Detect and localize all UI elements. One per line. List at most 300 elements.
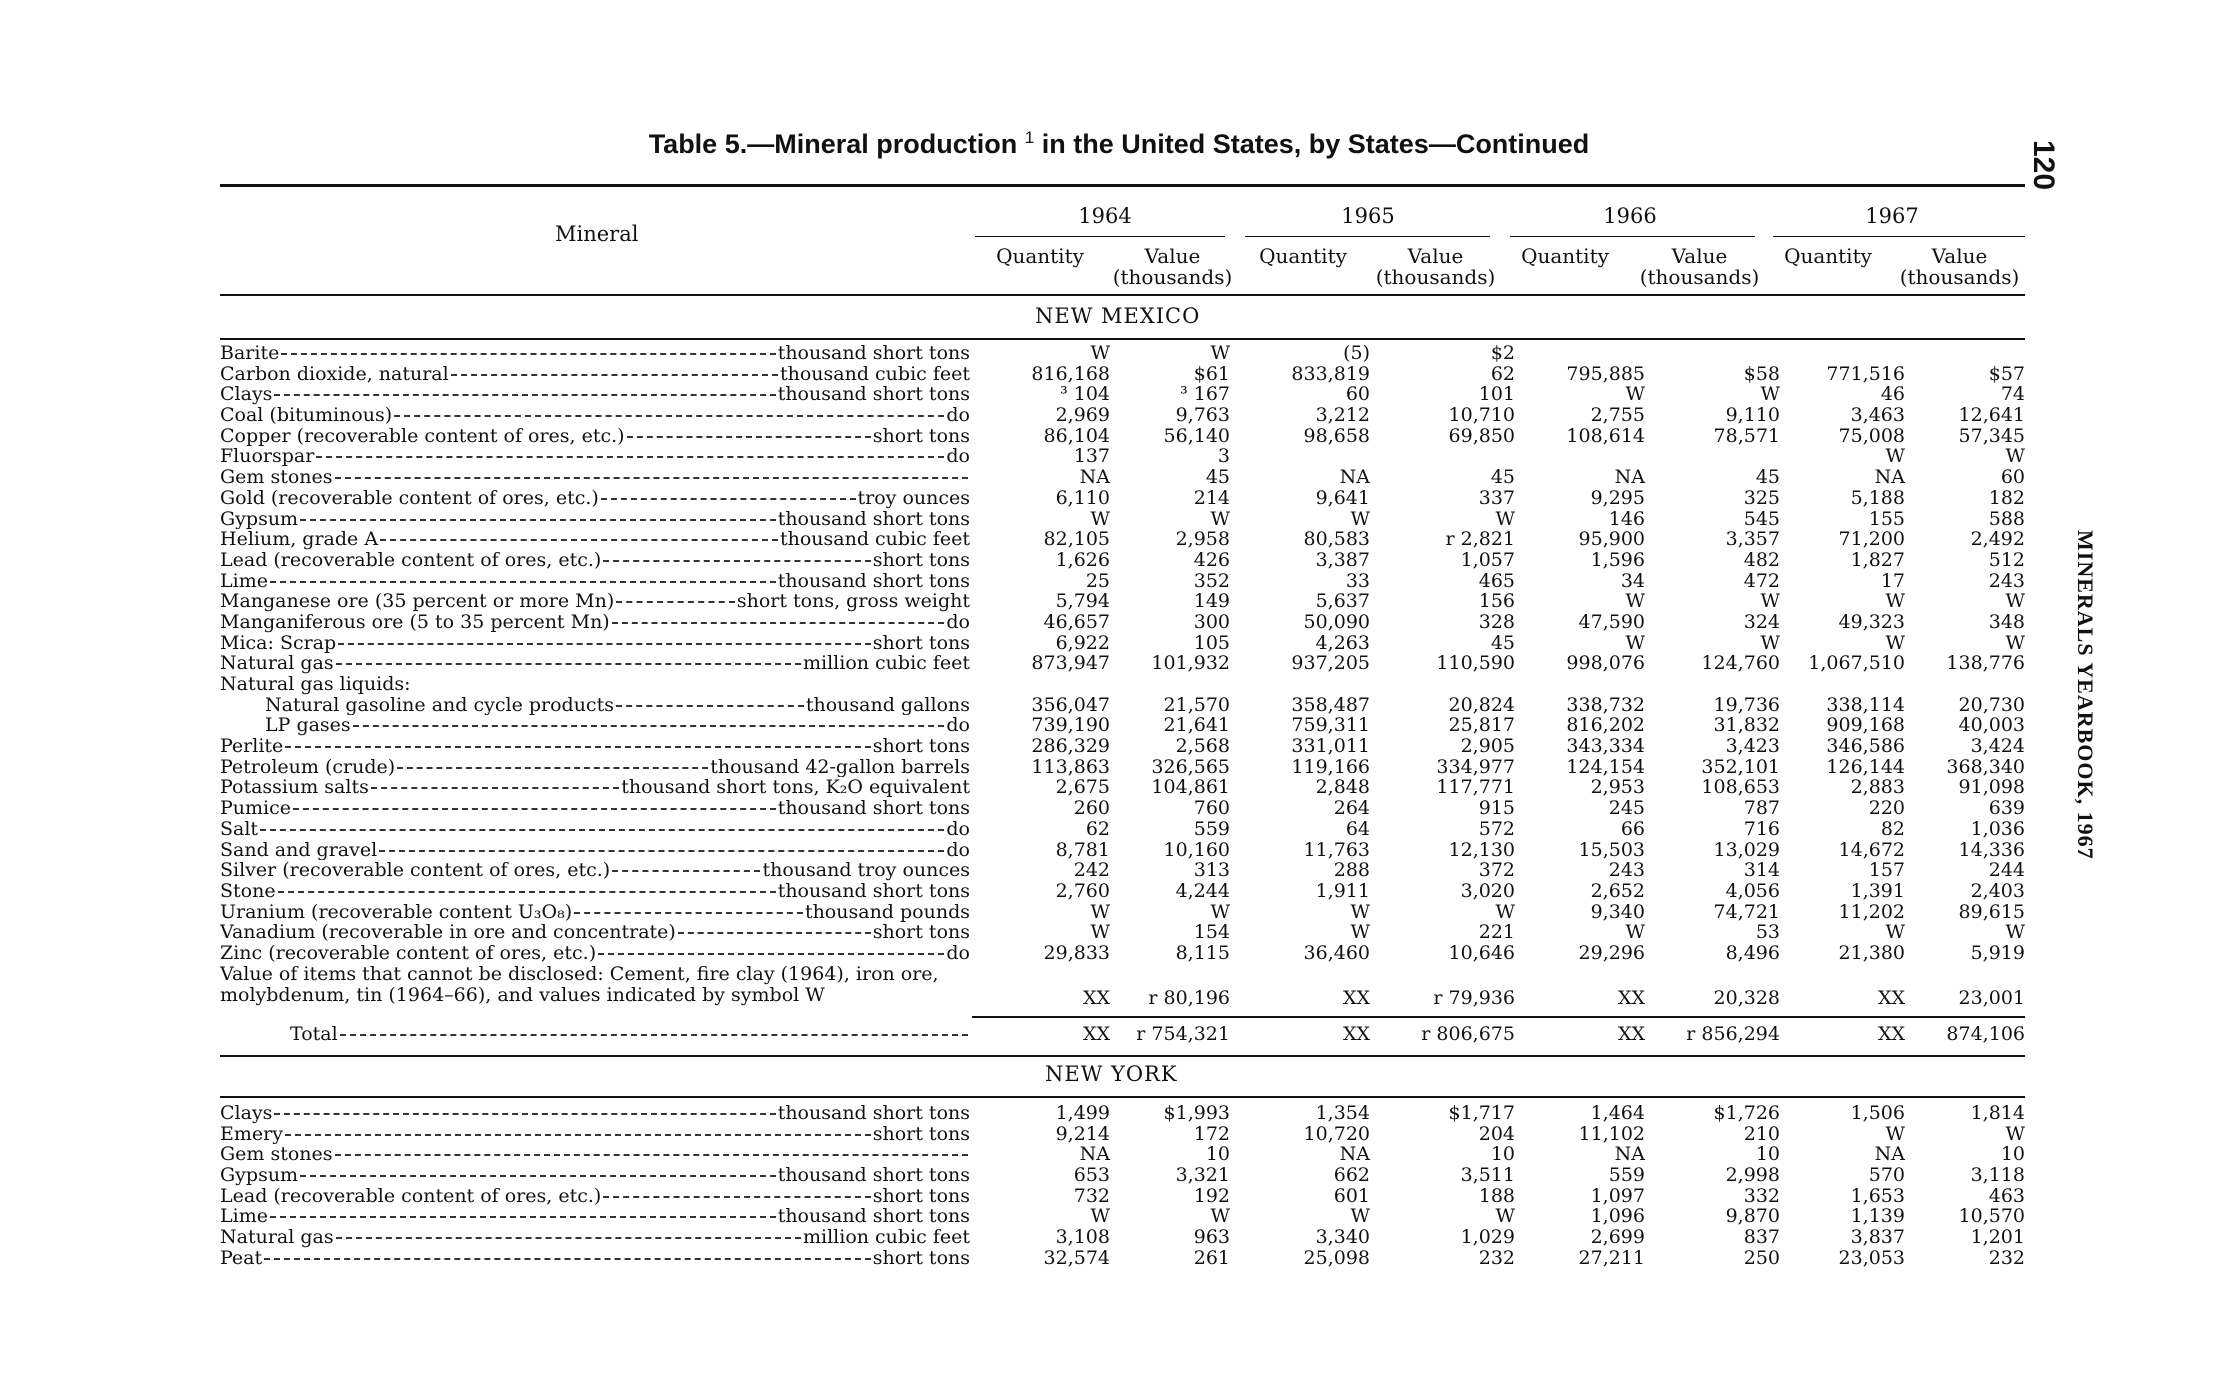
unit-label: do (946, 611, 970, 633)
quantity-cell: 3,837 (1850, 1226, 1905, 1249)
mineral-name: Carbon dioxide, natural (220, 363, 449, 385)
value-cell: 57,345 (1958, 424, 2025, 447)
value-cell: W (1495, 900, 1515, 923)
value-cell: 337 (1478, 486, 1515, 509)
value-cell: W (1495, 1205, 1515, 1228)
unit-label: short tons (872, 1247, 970, 1269)
value-cell: 313 (1193, 859, 1230, 882)
quantity-cell: 1,827 (1850, 548, 1905, 571)
quantity-cell: W (1625, 383, 1645, 406)
mineral-name: Gem stones (220, 1144, 333, 1166)
value-cell: 324 (1743, 610, 1780, 633)
quantity-cell: XX (1342, 1023, 1370, 1045)
unit-label: do (946, 839, 970, 861)
value-cell: W (2005, 631, 2025, 654)
unit-label: thousand short tons (777, 880, 970, 902)
value-cell: 10 (1490, 1143, 1515, 1166)
value-cell: 204 (1478, 1122, 1515, 1145)
quantity-cell: 29,296 (1578, 941, 1645, 964)
quantity-cell: 46 (1880, 383, 1905, 406)
quantity-cell: 86,104 (1043, 424, 1110, 447)
quantity-cell: 4,263 (1315, 631, 1370, 654)
value-cell: 426 (1193, 548, 1230, 571)
row-label (220, 1227, 970, 1248)
mineral-name: Sand and gravel (220, 839, 378, 861)
quantity-cell: 1,499 (1055, 1102, 1110, 1124)
value-cell: 325 (1743, 486, 1780, 509)
quantity-cell: 82 (1880, 817, 1905, 840)
mineral-name: Natural gas (220, 653, 334, 675)
value-cell: 9,110 (1725, 404, 1780, 427)
mineral-name: Potassium salts (220, 777, 369, 799)
leader-dots (574, 912, 803, 914)
quantity-cell: 50,090 (1303, 610, 1370, 633)
section-rule (220, 338, 2025, 340)
year-rule (1245, 236, 1490, 237)
row-label (220, 550, 970, 571)
value-cell: 1,814 (1970, 1102, 2025, 1124)
value-cell: 172 (1193, 1122, 1230, 1145)
leader-dots (264, 1258, 871, 1260)
mineral-name: Vanadium (recoverable in ore and concentrate) (220, 922, 676, 943)
value-cell: 250 (1743, 1246, 1780, 1269)
quantity-cell: 11,102 (1578, 1122, 1645, 1145)
quantity-cell: 5,794 (1055, 590, 1110, 613)
quantity-cell: 75,008 (1838, 424, 1905, 447)
unit-label: thousand short tons, K₂O equivalent (621, 777, 970, 799)
quantity-cell: NA (1079, 466, 1110, 489)
quantity-cell: 15,503 (1578, 838, 1645, 861)
leader-dots (612, 870, 760, 872)
value-cell: r 754,321 (1136, 1023, 1230, 1045)
leader-dots (616, 705, 804, 707)
value-cell: 20,328 (1713, 986, 1780, 1009)
value-cell: 465 (1478, 569, 1515, 592)
row-label (220, 1103, 970, 1124)
quantity-cell: 3,340 (1315, 1226, 1370, 1249)
quantity-cell: W (1885, 445, 1905, 468)
value-cell: 328 (1478, 610, 1515, 633)
mineral-name: Natural gas liquids: (220, 674, 411, 695)
leader-dots (603, 560, 870, 562)
quantity-cell: 14,672 (1838, 838, 1905, 861)
quantity-cell: NA (1339, 466, 1370, 489)
value-cell: 512 (1988, 548, 2025, 571)
value-cell: 53 (1755, 921, 1780, 944)
leader-dots (612, 622, 945, 624)
quantity-cell: 6,922 (1055, 631, 1110, 654)
value-cell: 588 (1988, 507, 2025, 530)
unit-label: short tons (872, 425, 970, 447)
title-footnote-marker: 1 (1024, 128, 1035, 147)
value-cell: W (1210, 1205, 1230, 1228)
leader-dots (336, 1237, 801, 1239)
value-cell: 9,763 (1175, 404, 1230, 427)
row-label (220, 1206, 970, 1227)
quantity-cell: 23,053 (1838, 1246, 1905, 1269)
value-cell: W (2005, 445, 2025, 468)
quantity-cell: 1,096 (1590, 1205, 1645, 1228)
mineral-name: Silver (recoverable content of ores, etc.) (220, 860, 611, 881)
value-cell: W (1210, 342, 1230, 364)
value-cell: 69,850 (1448, 424, 1515, 447)
unit-label: short tons (872, 1185, 970, 1207)
mineral-name: Lead (recoverable content of ores, etc.) (220, 1185, 602, 1207)
quantity-cell: 108,614 (1566, 424, 1645, 447)
quantity-cell: 1,596 (1590, 548, 1645, 571)
quantity-cell: 80,583 (1303, 528, 1370, 551)
row-label (220, 1144, 970, 1165)
leader-dots (316, 456, 944, 458)
title-text-continued: in the United States, by States—Continued (1041, 129, 1590, 159)
value-cell: 25,817 (1448, 714, 1515, 737)
value-cell: 10,160 (1163, 838, 1230, 861)
unit-label: short tons (872, 1123, 970, 1145)
value-cell: W (1760, 383, 1780, 406)
value-cell: 192 (1193, 1184, 1230, 1207)
value-cell: 639 (1988, 797, 2025, 820)
value-cell: 3,321 (1175, 1164, 1230, 1187)
quantity-cell: 62 (1085, 817, 1110, 840)
total-rule (972, 1016, 2025, 1018)
row-label (220, 943, 970, 964)
value-cell: 10,646 (1448, 941, 1515, 964)
quantity-cell: 356,047 (1031, 693, 1110, 716)
value-cell: 108,653 (1701, 776, 1780, 799)
mineral-name: Lime (220, 1206, 268, 1228)
mineral-name: Value of items that cannot be disclosed: Cement, fire clay (1964), iron ore, molybdenum, tin (1964–66), and values indicated by symbol W (220, 963, 939, 1006)
value-cell: 21,641 (1163, 714, 1230, 737)
quantity-cell: 739,190 (1031, 714, 1110, 737)
unit-label: thousand short tons (777, 343, 970, 364)
quantity-cell: 146 (1608, 507, 1645, 530)
value-cell: r 80,196 (1148, 986, 1230, 1009)
quantity-cell: 157 (1868, 859, 1905, 882)
leader-dots (293, 808, 776, 810)
quantity-cell: 1,139 (1850, 1205, 1905, 1228)
quantity-cell: 816,202 (1566, 714, 1645, 737)
value-cell: 3 (1217, 445, 1230, 468)
value-cell: 110,590 (1436, 652, 1515, 675)
quantity-cell: 5,637 (1315, 590, 1370, 613)
unit-label: thousand troy ounces (762, 860, 970, 881)
quantity-cell: 64 (1345, 817, 1370, 840)
quantity-cell: (5) (1343, 342, 1370, 364)
quantity-cell: 2,953 (1590, 776, 1645, 799)
quantity-cell: 1,626 (1055, 548, 1110, 571)
quantity-cell: 2,699 (1590, 1226, 1645, 1249)
leader-dots (336, 663, 801, 665)
quantity-cell: W (1350, 900, 1370, 923)
quantity-cell: W (1350, 921, 1370, 944)
quantity-cell: W (1090, 507, 1110, 530)
quantity-cell: 243 (1608, 859, 1645, 882)
unit-label: thousand short tons (777, 570, 970, 592)
quantity-cell: 559 (1608, 1164, 1645, 1187)
row-label (220, 1186, 970, 1207)
quantity-cell: XX (1342, 986, 1370, 1009)
quantity-cell: 11,763 (1303, 838, 1370, 861)
unit-label: million cubic feet (803, 1227, 970, 1248)
row-label (220, 509, 970, 530)
quantity-cell: 27,211 (1578, 1246, 1645, 1269)
unit-label: thousand short tons (777, 1206, 970, 1228)
quantity-cell: 60 (1345, 383, 1370, 406)
quantity-cell: 3,463 (1850, 404, 1905, 427)
quantity-cell: 113,863 (1031, 755, 1110, 778)
value-cell: $2 (1490, 342, 1515, 364)
value-cell: 78,571 (1713, 424, 1780, 447)
quantity-cell: 220 (1868, 797, 1905, 820)
value-cell: 56,140 (1163, 424, 1230, 447)
quantity-cell: XX (1877, 1023, 1905, 1045)
quantity-cell: W (1885, 590, 1905, 613)
value-cell: 214 (1193, 486, 1230, 509)
value-cell: 45 (1490, 631, 1515, 654)
quantity-cell: 5,188 (1850, 486, 1905, 509)
value-cell: 138,776 (1946, 652, 2025, 675)
section-rule (220, 1055, 2025, 1057)
quantity-cell: NA (1614, 1143, 1645, 1166)
quantity-cell: 3,212 (1315, 404, 1370, 427)
row-label (220, 591, 970, 612)
row-label (220, 384, 970, 405)
value-cell: W (2005, 590, 2025, 613)
quantity-cell: W (1885, 1122, 1905, 1145)
value-cell: 149 (1193, 590, 1230, 613)
mineral-name: Manganese ore (35 percent or more Mn) (220, 591, 615, 612)
value-cell: 915 (1478, 797, 1515, 820)
quantity-cell: 288 (1333, 859, 1370, 882)
quantity-cell: 9,214 (1055, 1122, 1110, 1145)
quantity-cell: 25 (1085, 569, 1110, 592)
quantity-cell: 1,653 (1850, 1184, 1905, 1207)
unit-label: million cubic feet (803, 653, 970, 675)
value-cell: 3,020 (1460, 879, 1515, 902)
row-label (220, 964, 980, 1006)
row-label (265, 715, 970, 736)
quantity-cell: 286,329 (1031, 735, 1110, 758)
unit-label: thousand 42-gallon barrels (710, 756, 970, 778)
quantity-cell: 9,340 (1590, 900, 1645, 923)
unit-label: thousand short tons (777, 384, 970, 406)
leader-dots (394, 415, 944, 417)
row-label (220, 840, 970, 861)
value-cell: 482 (1743, 548, 1780, 571)
row-label (220, 922, 970, 943)
unit-label: do (946, 446, 970, 468)
value-cell: 12,641 (1958, 404, 2025, 427)
leader-dots (616, 601, 735, 603)
quantity-cell: 95,900 (1578, 528, 1645, 551)
mineral-name: Gypsum (220, 508, 299, 530)
value-cell: 300 (1193, 610, 1230, 633)
quantity-cell: 346,586 (1826, 735, 1905, 758)
quantity-cell: 343,334 (1566, 735, 1645, 758)
quantity-cell: 32,574 (1043, 1246, 1110, 1269)
quantity-cell: 8,781 (1055, 838, 1110, 861)
row-label (220, 777, 970, 798)
quantity-cell: 9,641 (1315, 486, 1370, 509)
quantity-cell: 2,760 (1055, 879, 1110, 902)
mineral-name: Total (290, 1024, 338, 1045)
leader-dots (371, 787, 619, 789)
unit-label: do (946, 818, 970, 840)
value-cell: r 856,294 (1686, 1023, 1780, 1045)
quantity-cell: 29,833 (1043, 941, 1110, 964)
row-label (220, 446, 970, 467)
quantity-cell: 937,205 (1291, 652, 1370, 675)
quantity-cell: 909,168 (1826, 714, 1905, 737)
row-label (220, 736, 970, 757)
quantity-cell: 66 (1620, 817, 1645, 840)
quantity-cell: 873,947 (1031, 652, 1110, 675)
mineral-name: Emery (220, 1123, 283, 1145)
value-cell: r 2,821 (1445, 528, 1515, 551)
mineral-name: Gem stones (220, 467, 333, 488)
unit-label: do (946, 715, 970, 737)
quantity-cell: 36,460 (1303, 941, 1370, 964)
quantity-cell: 3,387 (1315, 548, 1370, 571)
leader-dots (397, 767, 708, 769)
row-label (220, 653, 970, 674)
quantity-cell: 46,657 (1043, 610, 1110, 633)
value-cell: 8,115 (1175, 941, 1230, 964)
row-label (220, 405, 970, 426)
quantity-cell: NA (1614, 466, 1645, 489)
quantity-cell: 2,652 (1590, 879, 1645, 902)
quantity-cell: 2,969 (1055, 404, 1110, 427)
value-cell: 45 (1205, 466, 1230, 489)
value-cell: 8,496 (1725, 941, 1780, 964)
quantity-cell: 119,166 (1291, 755, 1370, 778)
value-cell: 2,403 (1970, 879, 2025, 902)
leader-dots (300, 519, 776, 521)
value-cell: 3,424 (1970, 735, 2025, 758)
leader-dots (335, 1154, 968, 1156)
mineral-name: Stone (220, 880, 276, 902)
value-cell: 62 (1490, 362, 1515, 385)
value-cell: 12,130 (1448, 838, 1515, 861)
value-cell: 463 (1988, 1184, 2025, 1207)
value-cell: 334,977 (1436, 755, 1515, 778)
quantity-cell: 1,911 (1315, 879, 1370, 902)
quantity-cell: 771,516 (1826, 362, 1905, 385)
value-cell: 10 (1755, 1143, 1780, 1166)
row-label (220, 757, 970, 778)
value-cell: 4,056 (1725, 879, 1780, 902)
quantity-cell: 10,720 (1303, 1122, 1370, 1145)
mineral-name: Copper (recoverable content of ores, etc.) (220, 425, 625, 447)
value-cell: 74 (2000, 383, 2025, 406)
quantity-cell: NA (1874, 466, 1905, 489)
row-label (220, 902, 970, 923)
row-label (220, 1248, 970, 1269)
row-label (220, 343, 970, 364)
value-cell: 89,615 (1958, 900, 2025, 923)
value-cell: 352,101 (1701, 755, 1780, 778)
row-label (220, 612, 970, 633)
quantity-cell: NA (1874, 1143, 1905, 1166)
leader-dots (678, 932, 871, 934)
leader-dots (260, 829, 944, 831)
unit-label: thousand cubic feet (779, 529, 970, 550)
value-cell: 760 (1193, 797, 1230, 820)
value-cell: ³ 167 (1180, 383, 1230, 406)
quantity-cell: 264 (1333, 797, 1370, 820)
value-cell: 2,958 (1175, 528, 1230, 551)
leader-dots (270, 1216, 776, 1218)
value-cell: $1,726 (1713, 1102, 1780, 1124)
quantity-cell: 9,295 (1590, 486, 1645, 509)
value-cell: 2,568 (1175, 735, 1230, 758)
year-header-1966: 1966 (1603, 204, 1657, 228)
leader-dots (274, 1113, 775, 1115)
column-header-quantity: Quantity (1784, 244, 1872, 268)
leader-dots (603, 1196, 870, 1198)
row-label (220, 571, 970, 592)
value-cell: 837 (1743, 1226, 1780, 1249)
value-cell: 21,570 (1163, 693, 1230, 716)
value-cell: 232 (1988, 1246, 2025, 1269)
value-cell: r 806,675 (1421, 1023, 1515, 1045)
value-cell: 3,118 (1970, 1164, 2025, 1187)
row-label (265, 695, 970, 716)
mineral-name: Clays (220, 384, 273, 406)
leader-dots (281, 353, 775, 355)
value-cell: 3,357 (1725, 528, 1780, 551)
quantity-cell: 816,168 (1031, 362, 1110, 385)
value-cell: 1,036 (1970, 817, 2025, 840)
quantity-cell: 17 (1880, 569, 1905, 592)
row-label (220, 633, 970, 654)
value-cell: 244 (1988, 859, 2025, 882)
column-header-mineral: Mineral (555, 222, 639, 246)
quantity-cell: 82,105 (1043, 528, 1110, 551)
value-cell: 874,106 (1946, 1023, 2025, 1045)
value-cell: 572 (1478, 817, 1515, 840)
row-label (220, 798, 970, 819)
mineral-name: Gypsum (220, 1165, 299, 1186)
value-cell: 20,730 (1958, 693, 2025, 716)
value-cell: 23,001 (1958, 986, 2025, 1009)
value-cell: 10,570 (1958, 1205, 2025, 1228)
leader-dots (379, 850, 944, 852)
value-cell: $58 (1743, 362, 1780, 385)
row-label (220, 881, 970, 902)
value-cell: 210 (1743, 1122, 1780, 1145)
quantity-cell: 71,200 (1838, 528, 1905, 551)
value-cell: 348 (1988, 610, 2025, 633)
column-header-value: Value (thousands) (1112, 244, 1233, 289)
quantity-cell: 1,464 (1590, 1102, 1645, 1124)
value-cell: 545 (1743, 507, 1780, 530)
quantity-cell: 11,202 (1838, 900, 1905, 923)
value-cell: 101,932 (1151, 652, 1230, 675)
value-cell: 13,029 (1713, 838, 1780, 861)
quantity-cell: ³ 104 (1060, 383, 1110, 406)
leader-dots (598, 953, 944, 955)
leader-dots (627, 436, 871, 438)
mineral-name: Peat (220, 1247, 263, 1269)
value-cell: 5,919 (1970, 941, 2025, 964)
value-cell: 472 (1743, 569, 1780, 592)
value-cell: 14,336 (1958, 838, 2025, 861)
value-cell: W (1760, 590, 1780, 613)
quantity-cell: 3,108 (1055, 1226, 1110, 1249)
value-cell: 372 (1478, 859, 1515, 882)
quantity-cell: XX (1617, 986, 1645, 1009)
